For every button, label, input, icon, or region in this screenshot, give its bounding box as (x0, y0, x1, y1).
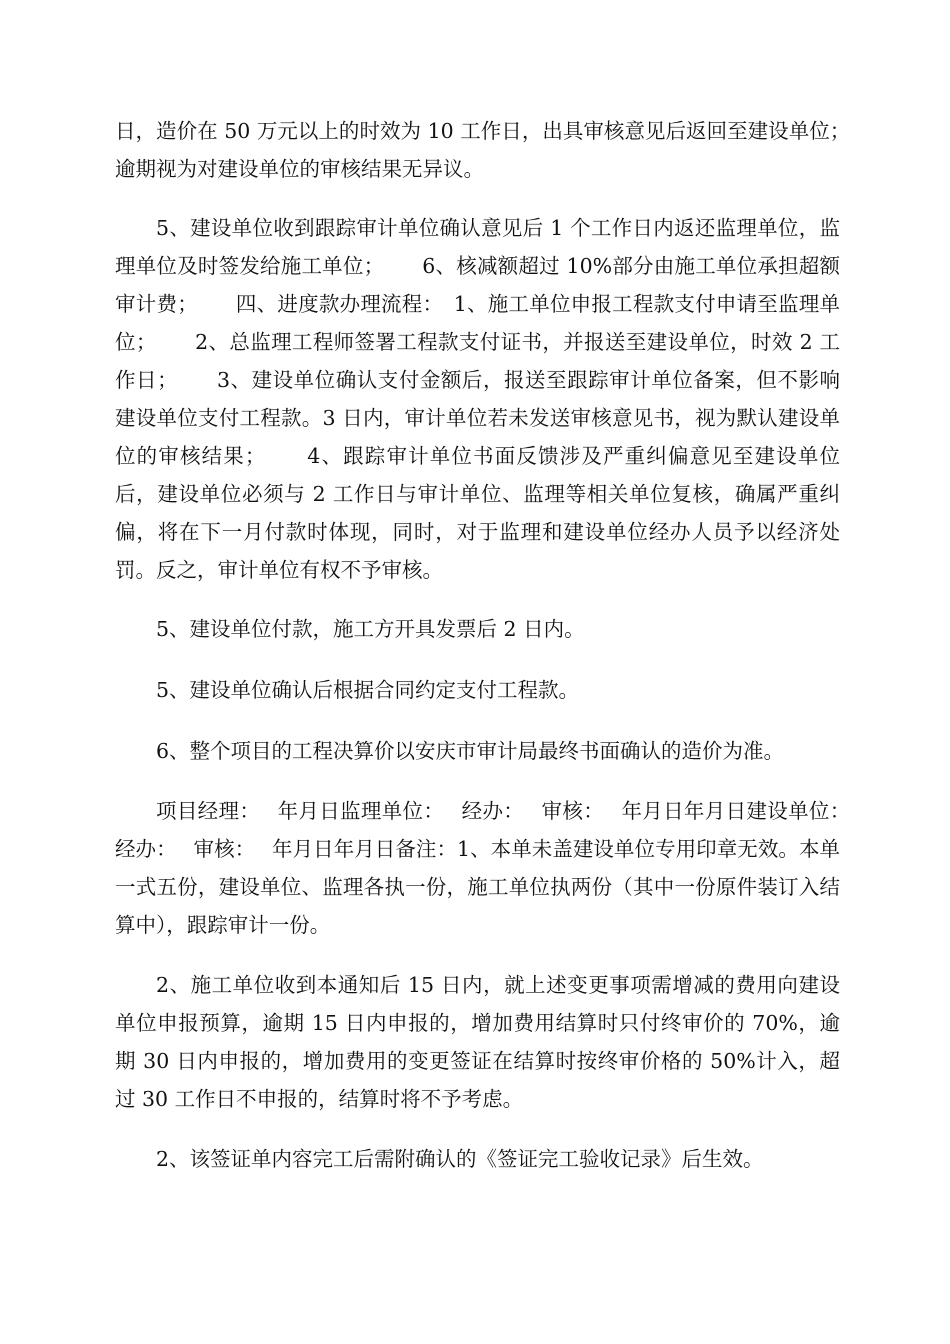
paragraph-budget-deadline: 2、施工单位收到本通知后 15 日内，就上述变更事项需增减的费用向建设单位申报预算，逾期 15 日内申报的，增加费用结算时只付终审价的 70%，逾期 30 日内申报的，增加费用的变更签证在结算时按终审价格的 50%计入，超过 30 工作日不申报的，结算时将不予考虑。 (115, 973, 840, 1111)
paragraph-final-account: 6、整个项目的工程决算价以安庆市审计局最终书面确认的造价为准。 (156, 739, 785, 763)
document-body (115, 112, 868, 1200)
paragraph-continuation: 日，造价在 50 万元以上的时效为 10 工作日，出具审核意见后返回至建设单位； 逾期视为对建设单位的审核结果无异议。 (115, 119, 868, 181)
paragraph-process-steps: 5、建设单位收到跟踪审计单位确认意见后 1 个工作日内返还监理单位，监理单位及时签发给施工单位； 6、核减额超过 10%部分由施工单位承担超额审计费； 四、进度款办理流程： 1、施工单位申报工程款支付申请至监理单位； 2、总监理工程师签署工程款支付证书，并报送至建设单位，时效 2 工作日； 3、建设单位确认支付金额后，报送至跟踪审计单位备案，但不影响建设单位支付工程款。3 日内，审计单位若未发送审核意见书，视为默认建设单位的审核结果； 4、跟踪审计单位书面反馈涉及严重纠偏意见至建设单位后，建设单位必须与 2 工作日与审计单位、监理等相关单位复核，确属严重纠偏，将在下一月付款时体现，同时，对于监理和建设单位经办人员予以经济处罚。反之，审计单位有权不予审核。 (115, 216, 840, 582)
paragraph-payment-invoice: 5、建设单位付款，施工方开具发票后 2 日内。 (156, 617, 585, 641)
paragraph-signatures-remarks: 项目经理： 年月日监理单位： 经办： 审核： 年月日年月日建设单位： 经办： 审核： 年月日年月日备注：1、本单未盖建设单位专用印章无效。本单一式五份，建设单位、监理各执一份，施工单位执两份（其中一份原件装订入结算中），跟踪审计一份。 (115, 799, 868, 937)
paragraph-acceptance-record: 2、该签证单内容完工后需附确认的《签证完工验收记录》后生效。 (156, 1147, 764, 1171)
paragraph-payment-contract: 5、建设单位确认后根据合同约定支付工程款。 (156, 678, 580, 702)
